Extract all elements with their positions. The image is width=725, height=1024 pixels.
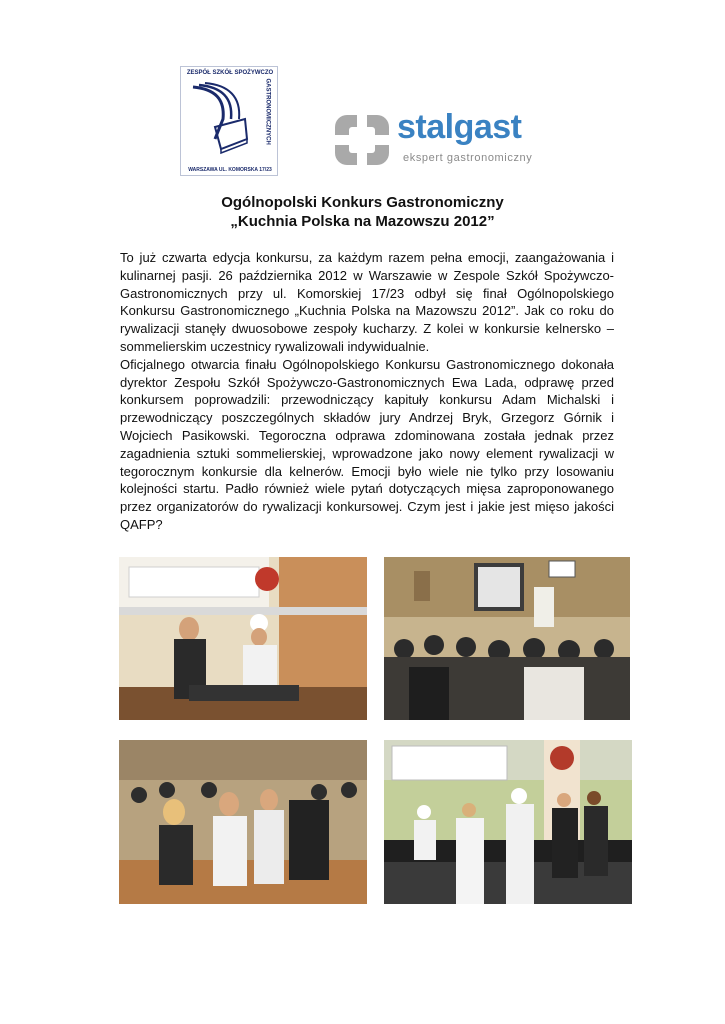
article-title-line1: Ogólnopolski Konkurs Gastronomiczny: [221, 194, 504, 211]
fork-book-icon: [185, 79, 255, 159]
stalgast-tagline: ekspert gastronomiczny: [403, 152, 533, 164]
photo-competitors-on-stage: [384, 740, 632, 904]
school-logo-top-text: ZESPÓŁ SZKÓŁ SPOŻYWCZO: [186, 70, 274, 76]
stalgast-logo: [333, 108, 553, 170]
article-body: [120, 249, 614, 534]
school-logo-side-text: GASTRONOMICZNYCH: [264, 78, 271, 145]
paragraph: Oficjalnego otwarcia finału Ogólnopolskiego Konkursu Gastronomicznego dokonała dyrektor Zespołu Szkół Spożywczo-Gastronomicznych Ewa Lada, odprawę przed konkursem poprowadzili: przewodniczący kapituły konkursu Adam Michalski i przewodniczący poszczególnych składów jury Andrzej Bryk, Grzegorz Górnik i Wojciech Pasikowski. Tegoroczna odprawa zdominowana została jednak przez zagadnienia sztuki sommelierskiej, wprowadzone jako nowy element rywalizacji w tegorocznym konkursie dla kelnerów. Emocji było wiele nie tylko przy losowaniu kolejności startu. Padło również wiele pytań dotyczących mięsa zaproponowanego przez organizatorów do rywalizacji konkursowej. Czym jest i jakie jest mięso jakości QAFP?: [120, 356, 614, 532]
photo-audience-hall: [384, 557, 630, 720]
school-logo-bottom-text: WARSZAWA UL. KOMORSKA 17/23: [188, 167, 272, 173]
stalgast-mark-icon: [333, 113, 391, 167]
photo-presenters-at-podium: [119, 557, 367, 720]
article-title-line2: „Kuchnia Polska na Mazowszu 2012”: [230, 213, 495, 230]
paragraph: To już czwarta edycja konkursu, za każdym razem pełna emocji, zaangażowania i kulinarnej pasji. 26 października 2012 w Warszawie w Zespole Szkół Spożywczo-Gastronomicznych przy ul. Komorskiej 17/23 odbył się finał Ogólnopolskiego Konkursu Gastronomicznego „Kuchnia Polska na Mazowszu 2012”. Jak co roku do rywalizacji stanęły dwuosobowe zespoły kucharzy. Z kolei w konkursie kelnersko – sommelierskim uczestnicy rywalizowali indywidualnie.: [120, 250, 614, 354]
school-logo: [180, 66, 278, 176]
stalgast-brand-text: stalgast: [397, 108, 522, 146]
photo-chefs-seated: [119, 740, 367, 904]
